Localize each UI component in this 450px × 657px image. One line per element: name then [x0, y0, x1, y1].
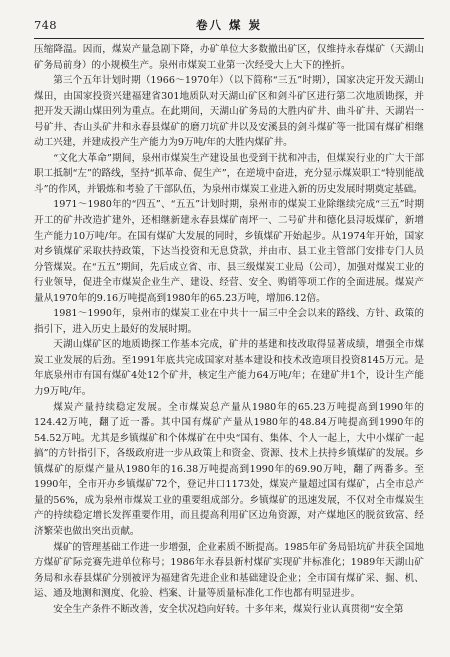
page-header	[34, 16, 424, 34]
paragraph: 安全生产条件不断改善，安全状况趋向好转。十多年来，煤炭行业认真贯彻“安全第	[53, 603, 404, 615]
paragraph: 1981～1990年，泉州市的煤炭工业在中共十一届三中全会以来的路线、方针、政策的指引下，进入历史上最好的发展时期。	[34, 308, 424, 335]
running-head: 卷八 煤 炭	[195, 18, 262, 32]
paragraph: 1971～1980年的“四五”、“五五”计划时期，泉州市的煤炭工业除继续完成“三五”时期开工的矿井改造扩建外，还相继新建永春县煤矿南坪一、二号矿井和德化县浔坂煤矿，新增生产能力10万吨/年。在国有煤矿大发展的同时，乡镇煤矿开始起步。从1974年开始，国家对乡镇煤矿采取扶持政策，下达当投资和无息贷款，并由市、县工业主管部门安排专门人员分管煤炭。在“五五”期间，先后成立省、市、县三级煤炭工业局（公司），加强对煤炭工业的行业领导，促进全市煤炭企业生产、建设、经营、安全、购销等项工作的全面进展。煤炭产量从1970年的9.16万吨提高到1980年的65.23万吨，增加6.12倍。	[34, 199, 424, 304]
paragraph: 煤矿的管理基础工作进一步增强，企业素质不断提高。1985年矿务局铅坑矿井获全国地方煤矿矿际竞赛先进单位称号；1986年永春县新村煤矿实现矿井标准化；1989年天湖山矿务局和永春县煤矿分别被评为福建省先进企业和基础建设企业；全市国有煤矿采、掘、机、运、通及地测和测度、化验、档案、计量等质量标准化工作也都有明显进步。	[34, 541, 424, 600]
paragraph: “文化大革命”期间，泉州市煤炭生产建设虽也受到干扰和冲击，但煤炭行业的广大干部职工抵制“左”的路线，坚持“抓革命、促生产”，在逆境中奋进，充分显示煤炭职工“特别能战斗”的作风，并锻炼和考验了干部队伍，为泉州市煤炭工业进入新的历史发展时期奠定基础。	[34, 152, 424, 195]
body-text	[34, 42, 424, 617]
page-number: 748	[34, 18, 57, 32]
paragraph: 第三个五年计划时期（1966～1970年）（以下简称“三五”时期），国家决定开发天湖山煤田，由国家投资兴建福建省301地质队对天湖山矿区和剑斗矿区进行第二次地质勘探，并把开发天湖山煤田列为重点。在此期间，天湖山矿务局的大胜内矿井、曲斗矿井、天湖岩一号矿井、杏山头矿井和永春县煤矿的磨刀坑矿井以及安溪县的剑斗煤矿等一批国有煤矿相继动工兴建，并建成投产生产能力为9万吨/年的大胜内煤矿井。	[34, 75, 424, 149]
paragraph: 煤炭产量持续稳定发展。全市煤炭总产量从1980年的65.23万吨提高到1990年的124.42万吨，翻了近一番。其中国有煤矿产量从1980年的48.84万吨提高到1990年的54.52万吨。尤其是乡镇煤矿和个体煤矿在中央“国有、集体、个人一起上，大中小煤矿一起搞”的方针指引下，各级政府进一步从政策上和资金、资源、技术上扶持乡镇煤矿的发展。乡镇煤矿的原煤产量从1980年的16.38万吨提高到1990年的69.90万吨，翻了两番多。至1990年，全市开办乡镇煤矿72个，登记井口1173处，煤炭产量超过国有煤矿，占全市总产量的56%，成为泉州市煤炭工业的重要组成部分。乡镇煤矿的迅速发展，不仅对全市煤炭生产的持续稳定增长发挥重要作用，而且提高利用矿区边角资源，对产煤地区的脱贫致富、经济繁荣也做出突出贡献。	[34, 401, 424, 537]
paragraph: 天湖山煤矿区的地质勘探工作基本完成，矿井的基建和技改取得显著成绩，增强全市煤炭工业发展的后劲。至1991年底共完成国家对基本建设和技术改造项目投资8145万元。是年底泉州市有国有煤矿4处12个矿井，核定生产能力64万吨/年；在建矿井1个，设计生产能力9万吨/年。	[34, 339, 424, 398]
header-rule	[34, 38, 424, 39]
paragraph: 压缩降温。因而，煤炭产量急剧下降，办矿单位大多数撤出矿区，仅维持永春煤矿（天湖山矿务局前身）的小规模生产。泉州市煤炭工业第一次经受大上大下的挫折。	[34, 44, 424, 71]
